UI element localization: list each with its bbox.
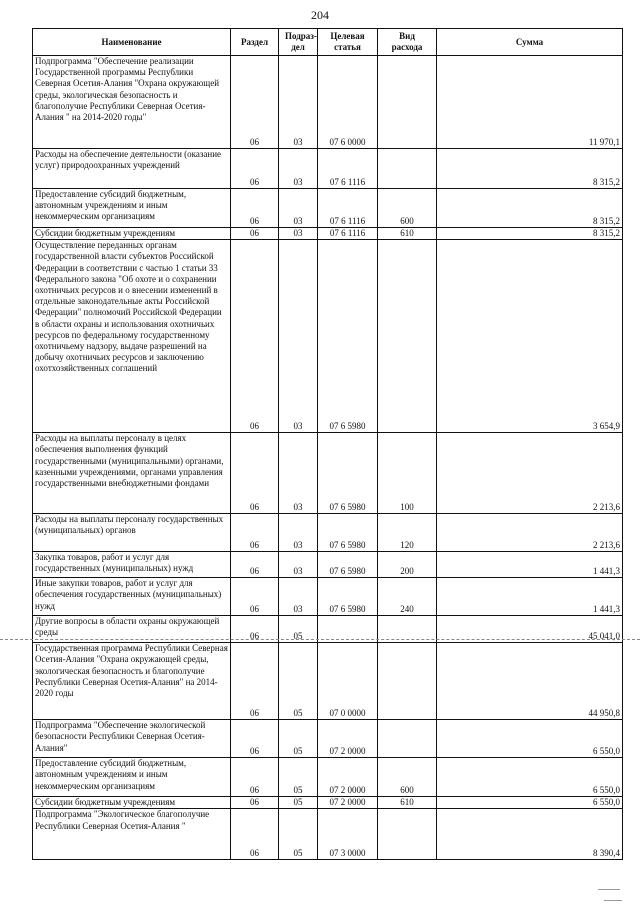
- row-amount: 8 315,2: [437, 228, 623, 240]
- row-name: Другие вопросы в области охраны окружающей среды: [33, 616, 231, 643]
- row-target: 07 6 1116: [318, 228, 378, 240]
- row-amount: 44 950,8: [437, 643, 623, 720]
- header-target: Целевая статья: [318, 29, 378, 56]
- row-section: 06: [231, 228, 279, 240]
- row-expense-type: 200: [378, 552, 437, 578]
- row-expense-type: 610: [378, 797, 437, 809]
- table-row: [33, 797, 623, 809]
- row-subsection: 03: [279, 228, 318, 240]
- row-target: 07 6 5980: [318, 578, 378, 616]
- header-name: Наименование: [33, 29, 231, 56]
- header-section: Раздел: [231, 29, 279, 56]
- row-expense-type: 600: [378, 758, 437, 797]
- row-subsection: 03: [279, 578, 318, 616]
- row-amount: 8 315,2: [437, 149, 623, 189]
- row-subsection: 03: [279, 514, 318, 552]
- row-amount: 11 970,1: [437, 56, 623, 149]
- row-expense-type: [378, 56, 437, 149]
- row-expense-type: 100: [378, 433, 437, 514]
- row-target: 07 2 0000: [318, 758, 378, 797]
- table-row: [33, 643, 623, 720]
- edge-mark: [604, 900, 622, 901]
- row-subsection: 05: [279, 616, 318, 643]
- table-row: [33, 189, 623, 228]
- row-subsection: 03: [279, 552, 318, 578]
- row-amount: 6 550,0: [437, 720, 623, 758]
- budget-table: [32, 28, 623, 860]
- row-subsection: 05: [279, 643, 318, 720]
- row-amount: 2 213,6: [437, 514, 623, 552]
- row-section: 06: [231, 720, 279, 758]
- row-section: 06: [231, 758, 279, 797]
- table-row: [33, 809, 623, 860]
- row-amount: 1 441,3: [437, 552, 623, 578]
- row-section: 06: [231, 616, 279, 643]
- row-section: 06: [231, 643, 279, 720]
- divider-line: [0, 639, 640, 640]
- table-row: [33, 228, 623, 240]
- row-subsection: 05: [279, 809, 318, 860]
- row-expense-type: [378, 240, 437, 433]
- row-section: 06: [231, 56, 279, 149]
- row-subsection: 05: [279, 720, 318, 758]
- row-expense-type: [378, 149, 437, 189]
- row-subsection: 03: [279, 149, 318, 189]
- table-row: [33, 240, 623, 433]
- row-name: Расходы на выплаты персоналу в целях обеспечения выполнения функций государственными (муниципальными) органами, казенными учреждениями, органами управления государственными внебюджетными фондами: [33, 433, 231, 514]
- row-target: 07 6 1116: [318, 189, 378, 228]
- row-section: 06: [231, 578, 279, 616]
- row-name: Расходы на обеспечение деятельности (оказание услуг) природоохранных учреждений: [33, 149, 231, 189]
- row-subsection: 05: [279, 758, 318, 797]
- row-amount: 6 550,0: [437, 797, 623, 809]
- table-row: [33, 149, 623, 189]
- row-name: Предоставление субсидий бюджетным, автономным учреждениям и иным некоммерческим организациям: [33, 189, 231, 228]
- page-number: 204: [311, 8, 329, 22]
- header-subsection: Подраз-дел: [279, 29, 318, 56]
- row-target: 07 6 5980: [318, 240, 378, 433]
- row-section: 06: [231, 809, 279, 860]
- row-section: 06: [231, 797, 279, 809]
- table-row: [33, 552, 623, 578]
- row-subsection: 03: [279, 189, 318, 228]
- row-name: Иные закупки товаров, работ и услуг для обеспечения государственных (муниципальных) нужд: [33, 578, 231, 616]
- row-amount: 45 041,0: [437, 616, 623, 643]
- row-target: 07 3 0000: [318, 809, 378, 860]
- edge-mark: [598, 889, 620, 890]
- row-name: Закупка товаров, работ и услуг для государственных (муниципальных) нужд: [33, 552, 231, 578]
- row-section: 06: [231, 240, 279, 433]
- row-name: Осуществление переданных органам государственной власти субъектов Российской Федерации в соответствии с частью 1 статьи 33 Федерального закона "Об охоте и о сохранении охотничьих ресурсов и о внесении изменений в отдельные законодательные акты Российской Федерации" полномочий Российской Федерации в области охраны и использования охотничьих ресурсов по федеральному государственному охотничьему надзору, выдаче разрешений на добычу охотничьих ресурсов и заключению охотхозяйственных соглашений: [33, 240, 231, 433]
- table-row: [33, 758, 623, 797]
- row-name: Субсидии бюджетным учреждениям: [33, 797, 231, 809]
- row-section: 06: [231, 433, 279, 514]
- row-amount: 8 315,2: [437, 189, 623, 228]
- table-row: [33, 720, 623, 758]
- row-name: Государственная программа Республики Северная Осетия-Алания "Охрана окружающей среды, экологическая безопасность и благополучие Республики Северная Осетия-Алания" на 2014-2020 годы: [33, 643, 231, 720]
- row-target: 07 6 5980: [318, 514, 378, 552]
- row-target: 07 6 0000: [318, 56, 378, 149]
- table-row: [33, 514, 623, 552]
- row-target: 07 2 0000: [318, 797, 378, 809]
- row-name: Расходы на выплаты персоналу государственных (муниципальных) органов: [33, 514, 231, 552]
- row-section: 06: [231, 189, 279, 228]
- row-subsection: 05: [279, 797, 318, 809]
- table-row: [33, 56, 623, 149]
- row-expense-type: 610: [378, 228, 437, 240]
- row-section: 06: [231, 552, 279, 578]
- row-name: Подпрограмма "Экологическое благополучие Республики Северная Осетия-Алания ": [33, 809, 231, 860]
- row-subsection: 03: [279, 240, 318, 433]
- row-expense-type: [378, 809, 437, 860]
- row-target: 07 6 1116: [318, 149, 378, 189]
- row-amount: 1 441,3: [437, 578, 623, 616]
- row-name: Подпрограмма "Обеспечение экологической безопасности Республики Северная Осетия-Алания": [33, 720, 231, 758]
- row-expense-type: 240: [378, 578, 437, 616]
- row-amount: 6 550,0: [437, 758, 623, 797]
- row-expense-type: 600: [378, 189, 437, 228]
- table-row: [33, 433, 623, 514]
- row-expense-type: 120: [378, 514, 437, 552]
- row-section: 06: [231, 514, 279, 552]
- row-amount: 8 390,4: [437, 809, 623, 860]
- header-row: [33, 29, 623, 56]
- header-amount: Сумма: [437, 29, 623, 56]
- row-expense-type: [378, 720, 437, 758]
- row-subsection: 03: [279, 433, 318, 514]
- row-subsection: 03: [279, 56, 318, 149]
- row-amount: 3 654,9: [437, 240, 623, 433]
- row-name: Подпрограмма "Обеспечение реализации Государственной программы Республики Северная Осетия-Алания "Охрана окружающей среды, экологическая безопасность и благополучие Республики Северная Осетия-Алания " на 2014-2020 годы": [33, 56, 231, 149]
- table-row: [33, 578, 623, 616]
- row-target: 07 6 5980: [318, 433, 378, 514]
- row-expense-type: [378, 643, 437, 720]
- row-name: Предоставление субсидий бюджетным, автономным учреждениям и иным некоммерческим организациям: [33, 758, 231, 797]
- row-amount: 2 213,6: [437, 433, 623, 514]
- row-name: Субсидии бюджетным учреждениям: [33, 228, 231, 240]
- row-target: 07 0 0000: [318, 643, 378, 720]
- row-target: 07 2 0000: [318, 720, 378, 758]
- header-expense-type: Вид расхода: [378, 29, 437, 56]
- row-target: 07 6 5980: [318, 552, 378, 578]
- row-section: 06: [231, 149, 279, 189]
